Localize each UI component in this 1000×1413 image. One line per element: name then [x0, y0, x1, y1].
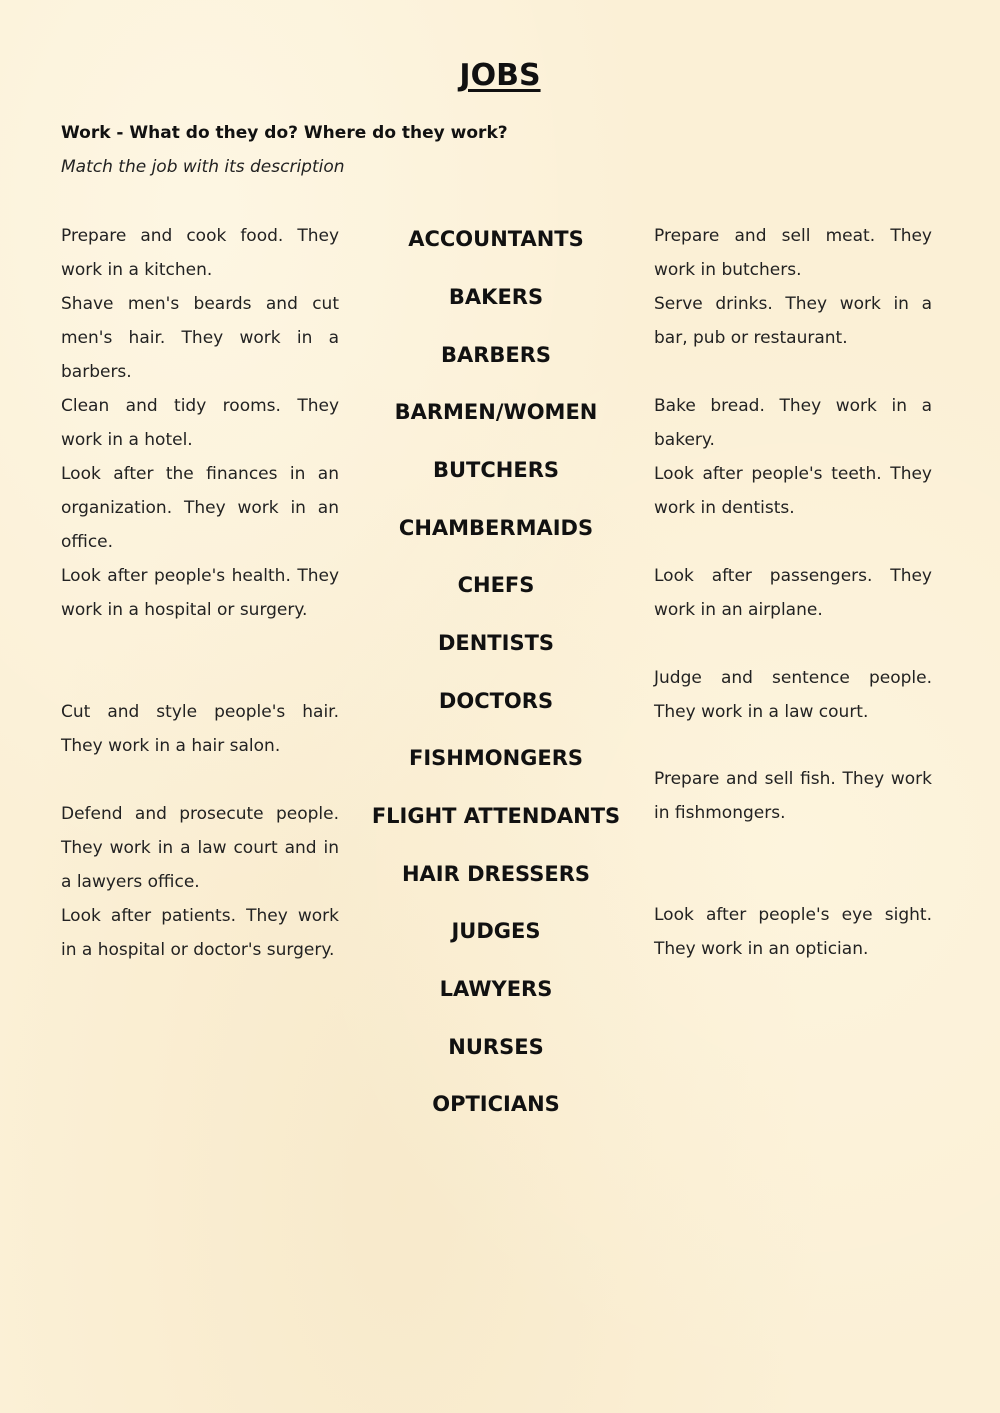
description-right-4[interactable]: Look after people's teeth. They work in dentists. — [654, 464, 932, 518]
job-judges[interactable]: JUDGES — [451, 919, 541, 943]
description-right-6[interactable]: Judge and sentence people. They work in a law court. — [654, 668, 932, 722]
description-right-5[interactable]: Look after passengers. They work in an airplane. — [654, 566, 932, 620]
description-right-1[interactable]: Prepare and sell meat. They work in butchers. — [654, 226, 932, 280]
job-bakers[interactable]: BAKERS — [448, 285, 544, 309]
job-accountants[interactable]: ACCOUNTANTS — [408, 227, 584, 251]
instructions: Match the job with its description — [61, 157, 345, 177]
description-left-4[interactable]: Look after the finances in an organization. They work in an office. — [61, 464, 339, 552]
description-left-7[interactable]: Defend and prosecute people. They work in a law court and in a lawyers office. — [61, 804, 339, 892]
description-left-8[interactable]: Look after patients. They work in a hospital or doctor's surgery. — [61, 906, 339, 960]
job-butchers[interactable]: BUTCHERS — [432, 458, 559, 482]
subtitle: Work - What do they do? Where do they work? — [61, 123, 508, 143]
job-barmen-women[interactable]: BARMEN/WOMEN — [394, 400, 598, 424]
description-right-2[interactable]: Serve drinks. They work in a bar, pub or restaurant. — [654, 294, 932, 348]
job-flight-attendants[interactable]: FLIGHT ATTENDANTS — [371, 804, 621, 828]
description-left-1[interactable]: Prepare and cook food. They work in a kitchen. — [61, 226, 339, 280]
job-lawyers[interactable]: LAWYERS — [439, 977, 553, 1001]
description-right-8[interactable]: Look after people's eye sight. They work in an optician. — [654, 905, 932, 959]
description-left-5[interactable]: Look after people's health. They work in a hospital or surgery. — [61, 566, 339, 620]
job-dentists[interactable]: DENTISTS — [437, 631, 555, 655]
description-left-6[interactable]: Cut and style people's hair. They work in a hair salon. — [61, 702, 339, 756]
job-opticians[interactable]: OPTICIANS — [432, 1092, 560, 1116]
job-hair-dressers[interactable]: HAIR DRESSERS — [401, 862, 590, 886]
job-chefs[interactable]: CHEFS — [457, 573, 535, 597]
description-left-3[interactable]: Clean and tidy rooms. They work in a hotel. — [61, 396, 339, 450]
job-barbers[interactable]: BARBERS — [440, 343, 552, 367]
job-chambermaids[interactable]: CHAMBERMAIDS — [398, 516, 594, 540]
description-right-3[interactable]: Bake bread. They work in a bakery. — [654, 396, 932, 450]
description-right-7[interactable]: Prepare and sell fish. They work in fishmongers. — [654, 769, 932, 823]
job-fishmongers[interactable]: FISHMONGERS — [408, 746, 584, 770]
description-left-2[interactable]: Shave men's beards and cut men's hair. They work in a barbers. — [61, 294, 339, 382]
job-nurses[interactable]: NURSES — [448, 1035, 544, 1059]
page-title: JOBS — [459, 58, 541, 93]
job-doctors[interactable]: DOCTORS — [438, 689, 554, 713]
